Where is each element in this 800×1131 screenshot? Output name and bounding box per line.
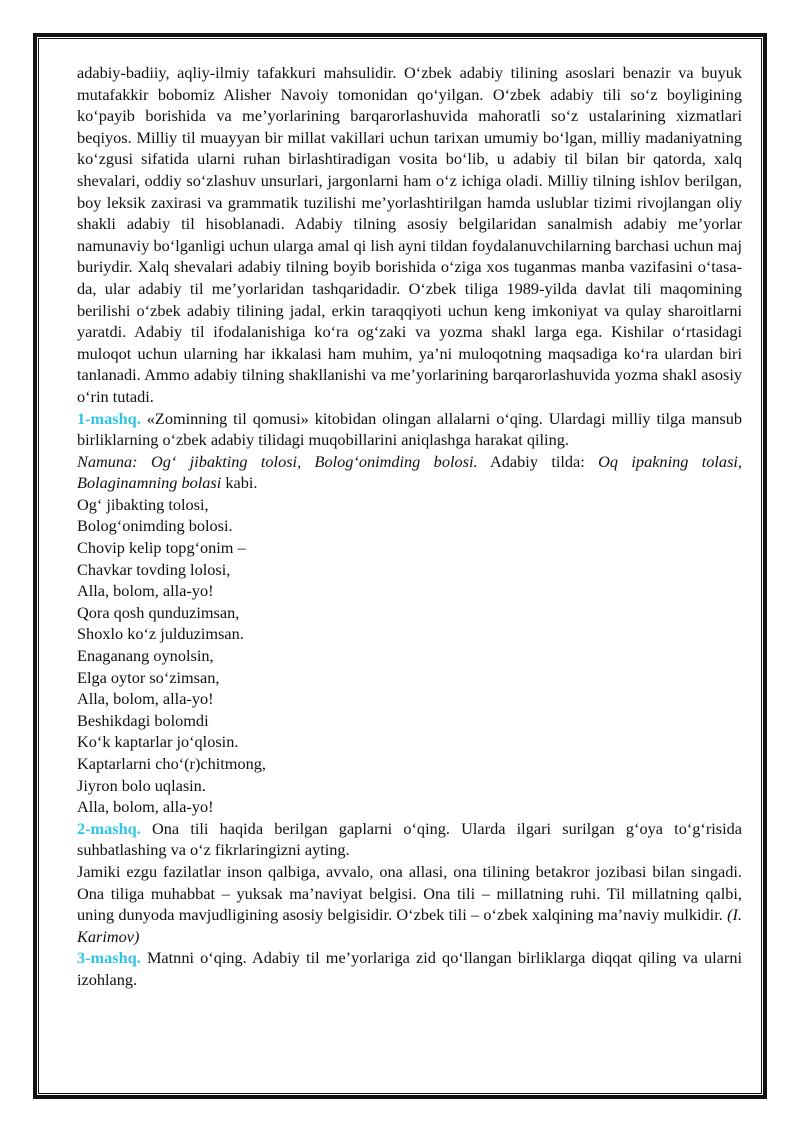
poem-line: Beshikdagi bolomdi [77, 710, 209, 730]
poem-line: Kaptarlarni cho‘(r)chitmong, [77, 754, 266, 773]
exercise-1-label: 1-mashq. [77, 408, 141, 428]
sample-line [77, 451, 742, 494]
sample-italic-1: Namuna: Og‘ jibakting tolosi, Bolog‘onimding bolosi. [77, 451, 478, 471]
poem-line: Chovip kelip topg‘onim – [77, 538, 246, 558]
exercise-2 [77, 818, 742, 861]
quote-paragraph [77, 861, 742, 947]
sample-normal-2: kabi. [221, 473, 258, 493]
quote-author: (I. Karimov) [77, 905, 742, 946]
poem-line: Jiyron bolo uqlasin. [77, 775, 206, 795]
page-content [77, 62, 742, 991]
exercise-1 [77, 408, 742, 451]
exercise-3-label: 3-mashq. [77, 948, 141, 968]
poem-line: Chavkar tovding lolosi, [77, 559, 231, 579]
poem-line: Alla, bolom, alla-yo! [77, 689, 214, 709]
quote-text: Jamiki ezgu fazilatlar inson qalbiga, avvalo, ona allasi, ona tilining betakror jozibasi bilan singadi. Ona tiliga muhabbat – yuksak ma’naviyat belgisi. Ona tili – millatning ruhi. Til millatning qalbi, uning dunyoda mavjudligining asosiy belgisidir. O‘zbek tili – o‘zbek xalqining ma’naviy mulkidir. [77, 861, 742, 925]
intro-paragraph: adabiy-badiiy, aqliy-ilmiy tafakkuri mahsulidir. O‘zbek adabiy tilining asoslari benazir va buyuk mutafakkir bobomiz Alisher Navoiy tomonidan qo‘yilgan. O‘zbek adabiy tili so‘z boyligining ko‘payib borishida va me’yorlarining barqarorlashuvida mahoratli so‘z ustalarining xizmatlari beqiyos. Milliy til muayyan bir millat vakillari uchun tarixan umumiy bo‘lgan, milliy madaniyatning ko‘zgusi sifatida ularni ruhan birlashtiradigan vosita bo‘lib, u adabiy til bilan bir qatorda, xalq shevalari, oddiy so‘zlashuv unsurlari, jargonlarni ham o‘z ichiga oladi. Milliy tilning ishlov berilgan, boy leksik zaxirasi va grammatik tuzilishi me’yorlashtirilgan hamda uslublar tizimi rivojlangan oliy shakli adabiy til hisoblanadi. Adabiy tilning asosiy belgilaridan sanalmish adabiy me’yorlar namunaviy bo‘lganligi uchun ularga amal qi lish ayni tildan foydalanuvchilarning barchasi uchun maj buriydir. Xalq shevalari adabiy tilning boyib borishida o‘ziga xos tuganmas manba vazifasini o‘tasa-da, ular adabiy til me’yorlaridan tashqaridadir. O‘zbek tiliga 1989-yilda davlat tili maqomining berilishi o‘zbek adabiy tilining jadal, erkin taraqqiyoti uchun keng imkoniyat va qulay sharoitlarni yaratdi. Adabiy til ifodalanishiga ko‘ra og‘zaki va yozma shakl larga ega. Kishilar o‘rtasidagi muloqot uchun ularning har ikkalasi ham muhim, ya’ni muloqotning maqsadiga ko‘ra ulardan biri tanlanadi. Ammo adabiy tilning shakllanishi va me’yorlarining barqarorlashuvida yozma shakl asosiy o‘rin tutadi. [77, 63, 742, 406]
poem-line: Bolog‘onimding bolosi. [77, 516, 233, 536]
poem-line: Elga oytor so‘zimsan, [77, 667, 220, 687]
poem-line: Alla, bolom, alla-yo! [77, 797, 214, 817]
exercise-3-text: Matnni o‘qing. Adabiy til me’yorlariga zid qo‘llangan birliklarga diqqat qiling va ularni izohlang. [77, 948, 742, 989]
poem [77, 494, 742, 818]
poem-line: Ko‘k kaptarlar jo‘qlosin. [77, 732, 239, 752]
exercise-1-text: «Zominning til qomusi» kitobidan olingan allalarni o‘qing. Ulardagi milliy tilga mansub birliklarning o‘zbek adabiy tilidagi muqobillarini aniqlashga harakat qiling. [77, 408, 742, 450]
poem-line: Og‘ jibakting tolosi, [77, 494, 209, 514]
poem-line: Enaganang oynolsin, [77, 646, 214, 666]
poem-line: Qora qosh qunduzimsan, [77, 602, 240, 622]
sample-italic-2: Oq ipakning tolasi, Bolaginamning bolasi [77, 451, 742, 493]
poem-line: Shoxlo ko‘z julduzimsan. [77, 624, 244, 644]
sample-normal-1: Adabiy tilda: [477, 451, 599, 471]
exercise-3 [77, 947, 742, 990]
poem-line: Alla, bolom, alla-yo! [77, 581, 214, 601]
exercise-2-label: 2-mashq. [77, 818, 141, 838]
exercise-2-text: Ona tili haqida berilgan gaplarni o‘qing. Ularda ilgari surilgan g‘oya to‘g‘risida suhbatlashing va o‘z fikrlaringizni ayting. [77, 818, 742, 860]
